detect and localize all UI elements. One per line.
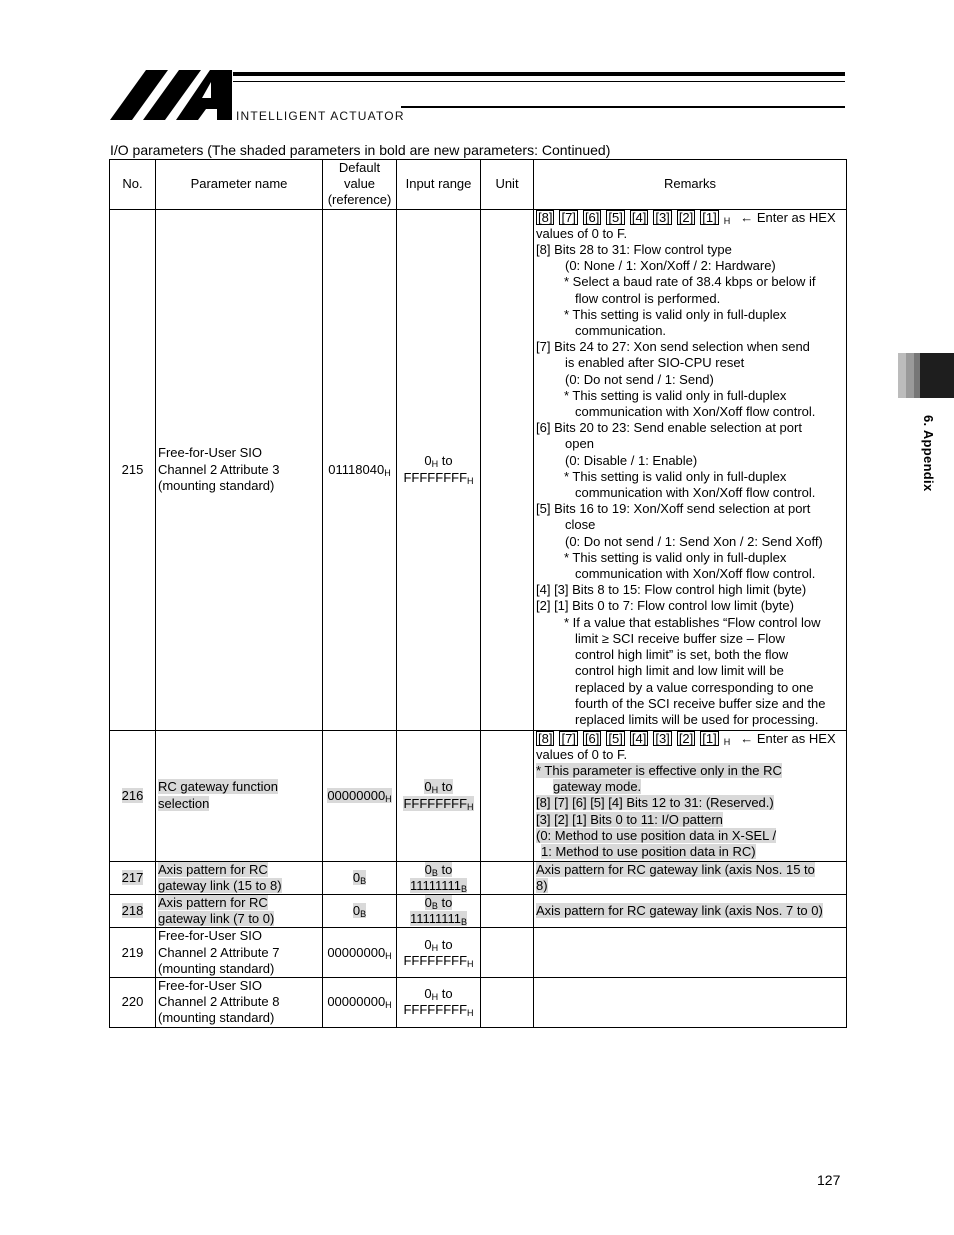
page-number: 127 xyxy=(817,1172,841,1188)
param-name: Free-for-User SIO Channel 2 Attribute 7 (mounting standard) xyxy=(156,928,323,978)
param-default: $0_B$ xyxy=(323,861,397,894)
table-row xyxy=(110,730,847,861)
param-name: Axis pattern for RC gateway link (15 to 8) xyxy=(156,861,323,894)
param-unit xyxy=(481,895,534,928)
param-remarks xyxy=(534,928,847,978)
col-header-parameter-name: Parameter name xyxy=(156,160,323,210)
col-header-remarks: Remarks xyxy=(534,160,847,210)
iai-logo xyxy=(110,68,234,122)
param-range: $0_B$ to $11111111_B$ xyxy=(397,861,481,894)
param-no: 220 xyxy=(110,978,156,1028)
param-remarks: Axis pattern for RC gateway link (axis Nos. 15 to 8) xyxy=(534,861,847,894)
param-no: 219 xyxy=(110,928,156,978)
param-no: 217 xyxy=(110,861,156,894)
param-name: Free-for-User SIO Channel 2 Attribute 3 (mounting standard) xyxy=(156,209,323,730)
param-default: $00000000_H$ xyxy=(323,978,397,1028)
header-rule-thin xyxy=(233,81,845,82)
table-caption: I/O parameters (The shaded parameters in bold are new parameters: Continued) xyxy=(110,142,611,158)
brand-name: INTELLIGENT ACTUATOR xyxy=(236,109,405,123)
param-no: 218 xyxy=(110,895,156,928)
header-rule-bottom xyxy=(401,106,845,108)
io-parameters-table xyxy=(109,159,847,1028)
table-row xyxy=(110,861,847,894)
param-range: $0_H$ to $FFFFFFFF_H$ xyxy=(397,978,481,1028)
col-header-no: No. xyxy=(110,160,156,210)
param-default: $0_B$ xyxy=(323,895,397,928)
param-range: $0_H$ to $FFFFFFFF_H$ xyxy=(397,209,481,730)
param-range: $0_H$ to $FFFFFFFF_H$ xyxy=(397,730,481,861)
param-unit xyxy=(481,861,534,894)
header-rule-top xyxy=(233,72,845,76)
param-no: 216 xyxy=(110,730,156,861)
param-name: Axis pattern for RC gateway link (7 to 0) xyxy=(156,895,323,928)
table-row xyxy=(110,928,847,978)
param-name: Free-for-User SIO Channel 2 Attribute 8 (mounting standard) xyxy=(156,978,323,1028)
param-range: $0_B$ to $11111111_B$ xyxy=(397,895,481,928)
col-header-unit: Unit xyxy=(481,160,534,210)
param-remarks xyxy=(534,978,847,1028)
param-remarks: Axis pattern for RC gateway link (axis Nos. 7 to 0) xyxy=(534,895,847,928)
table-row xyxy=(110,978,847,1028)
param-name: RC gateway function selection xyxy=(156,730,323,861)
table-row xyxy=(110,895,847,928)
param-unit xyxy=(481,730,534,861)
table-row xyxy=(110,209,847,730)
bit-field-diagram: [8] [7] [6] [5] [4] [3] [2] [1] $_H$ ← Enter as HEX xyxy=(538,209,836,226)
col-header-default-value: Default value (reference) xyxy=(323,160,397,210)
param-unit xyxy=(481,978,534,1028)
param-default: $00000000_H$ xyxy=(323,928,397,978)
param-default: $01118040_H$ xyxy=(323,209,397,730)
param-default: $00000000_H$ xyxy=(323,730,397,861)
param-remarks: [8] [7] [6] [5] [4] [3] [2] [1] $_H$ ← Enter as HEX values of 0 to F. [8] Bits 28 to 31: Flow control type (0: None / 1: Xon/Xoff / 2: Hardware) * Select a baud rate of 38.4 kbps or below if flow control is performed. * This setting is valid only in full-duplex communication. [7] Bits 24 to 27: Xon send selection when send is enabled after SIO-CPU reset (0: Do not send / 1: Send) * This setting is valid only in full-duplex communication with Xon/Xoff flow control. [6] Bits 20 to 23: Send enable selection at port open (0: Disable / 1: Enable) * This setting is valid only in full-duplex communication with Xon/Xoff flow control. [5] Bits 16 to 19: Xon/Xoff send selection at port close (0: Do not send / 1: Send Xon / 2: Send Xoff) * This setting is valid only in full-duplex communication with Xon/Xoff flow control. [4] [3] Bits 8 to 15: Flow control high limit (byte) [2] [1] Bits 0 to 7: Flow control low limit (byte) * If a value that establishes “Flow control low limit ≥ SCI receive buffer size – Flow control high limit” is set, both the flow control high limit and low limit will be replaced by a value corresponding to one fourth of the SCI receive buffer size and the replaced limits will be used for processing. xyxy=(534,209,847,730)
chapter-label: 6. Appendix xyxy=(921,415,936,492)
param-unit xyxy=(481,209,534,730)
table-header-row xyxy=(110,160,847,210)
param-no: 215 xyxy=(110,209,156,730)
chapter-tab-light xyxy=(898,353,920,398)
chapter-tab-dark xyxy=(920,353,954,398)
col-header-input-range: Input range xyxy=(397,160,481,210)
param-unit xyxy=(481,928,534,978)
bit-field-diagram: [8] [7] [6] [5] [4] [3] [2] [1] $_H$ ← Enter as HEX xyxy=(538,730,836,747)
param-remarks: [8] [7] [6] [5] [4] [3] [2] [1] $_H$ ← Enter as HEX values of 0 to F. * This parameter is effective only in the RC gateway mode. [8] [7] [6] [5] [4] Bits 12 to 31: (Reserved.) [3] [2] [1] Bits 0 to 11: I/O pattern (0: Method to use position data in X-SEL / 1: Method to use position data in RC) xyxy=(534,730,847,861)
param-range: $0_H$ to $FFFFFFFF_H$ xyxy=(397,928,481,978)
